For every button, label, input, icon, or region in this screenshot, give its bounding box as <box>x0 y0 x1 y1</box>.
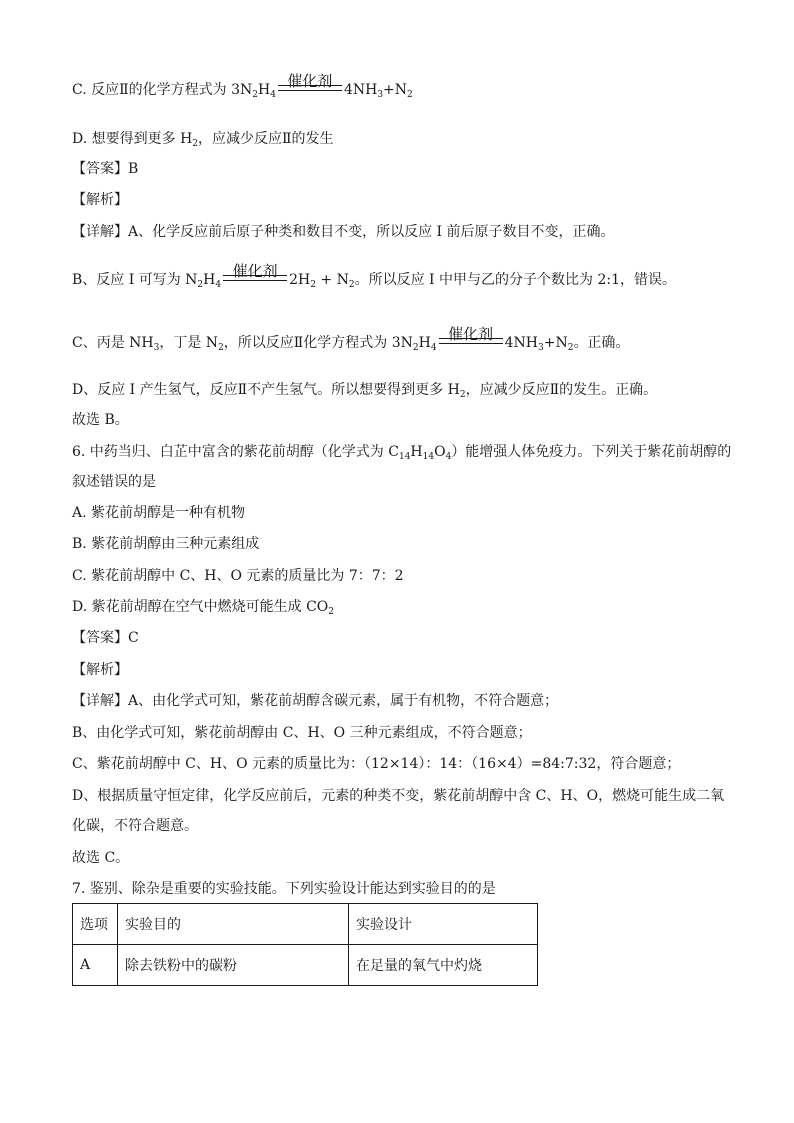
choose-2: 故选 C。 <box>72 850 130 866</box>
q6-option-a: A. 紫花前胡醇是一种有机物 <box>72 505 246 521</box>
table-header-row <box>73 904 538 945</box>
catalyst-arrow: 催化剂 <box>223 270 287 290</box>
detail-2-a: 【详解】A、由化学式可知，紫花前胡醇含碳元素，属于有机物，不符合题意； <box>72 693 559 709</box>
answer-1: 【答案】B <box>72 161 139 177</box>
q6-option-c: C. 紫花前胡醇中 C、H、O 元素的质量比为 7：7：2 <box>72 568 404 584</box>
experiment-table <box>72 903 538 986</box>
cell-design: 在足量的氧气中灼烧 <box>349 945 538 986</box>
option-c: C. 反应Ⅱ的化学方程式为 $3N_2H_4$ 催化剂 $4NH_3+N_2$ <box>72 72 413 100</box>
question-7: 7. 鉴别、除杂是重要的实验技能。下列实验设计能达到实验目的的是 <box>72 881 496 897</box>
analysis-1: 【解析】 <box>72 192 128 208</box>
answer-2: 【答案】C <box>72 630 139 646</box>
detail-2-c: C、紫花前胡醇中 C、H、O 元素的质量比为：（12×14）：14：（16×4）=84:7:32，符合题意； <box>72 756 681 772</box>
table-row <box>73 945 538 986</box>
question-6-line2: 叙述错误的是 <box>72 474 156 490</box>
q6-option-b: B. 紫花前胡醇由三种元素组成 <box>72 536 260 552</box>
analysis-2: 【解析】 <box>72 662 128 678</box>
cell-option: A <box>73 945 118 986</box>
catalyst-arrow: 催化剂 <box>439 333 503 353</box>
header-purpose: 实验目的 <box>118 904 349 945</box>
q6-option-d: D. 紫花前胡醇在空气中燃烧可能生成 $CO_2$ <box>72 599 334 617</box>
option-d: D. 想要得到更多 $H_2$，应减少反应Ⅱ的发生 <box>72 131 334 149</box>
header-option: 选项 <box>73 904 118 945</box>
detail-1-b: B、反应 I 可写为 $N_2H_4$ 催化剂 $2H_2 + N_2$。所以反应 I 中甲与乙的分子个数比为 2:1，错误。 <box>72 262 677 290</box>
detail-1-c: C、丙是 $NH_3$，丁是 $N_2$，所以反应Ⅱ化学方程式为 $3N_2H_4$ 催化剂 $4NH_3+N_2$。正确。 <box>72 325 630 353</box>
detail-2-d2: 化碳，不符合题意。 <box>72 818 198 834</box>
question-6-line1: 6. 中药当归、白芷中富含的紫花前胡醇（化学式为 $C_{14}H_{14}O_4$）能增强人体免疫力。下列关于紫花前胡醇的 <box>72 444 732 462</box>
choose-1: 故选 B。 <box>72 412 129 428</box>
cell-purpose: 除去铁粉中的碳粉 <box>118 945 349 986</box>
header-design: 实验设计 <box>349 904 538 945</box>
detail-1-d: D、反应 I 产生氢气，反应Ⅱ不产生氢气。所以想要得到更多 $H_2$，应减少反应Ⅱ的发生。正确。 <box>72 382 658 400</box>
detail-2-b: B、由化学式可知，紫花前胡醇由 C、H、O 三种元素组成，不符合题意； <box>72 725 532 741</box>
catalyst-arrow: 催化剂 <box>278 80 342 100</box>
detail-1-a: 【详解】A、化学反应前后原子种类和数目不变，所以反应 I 前后原子数目不变，正确。 <box>72 224 615 240</box>
detail-2-d1: D、根据质量守恒定律，化学反应前后，元素的种类不变，紫花前胡醇中含 C、H、O，燃烧可能生成二氧 <box>72 788 725 804</box>
